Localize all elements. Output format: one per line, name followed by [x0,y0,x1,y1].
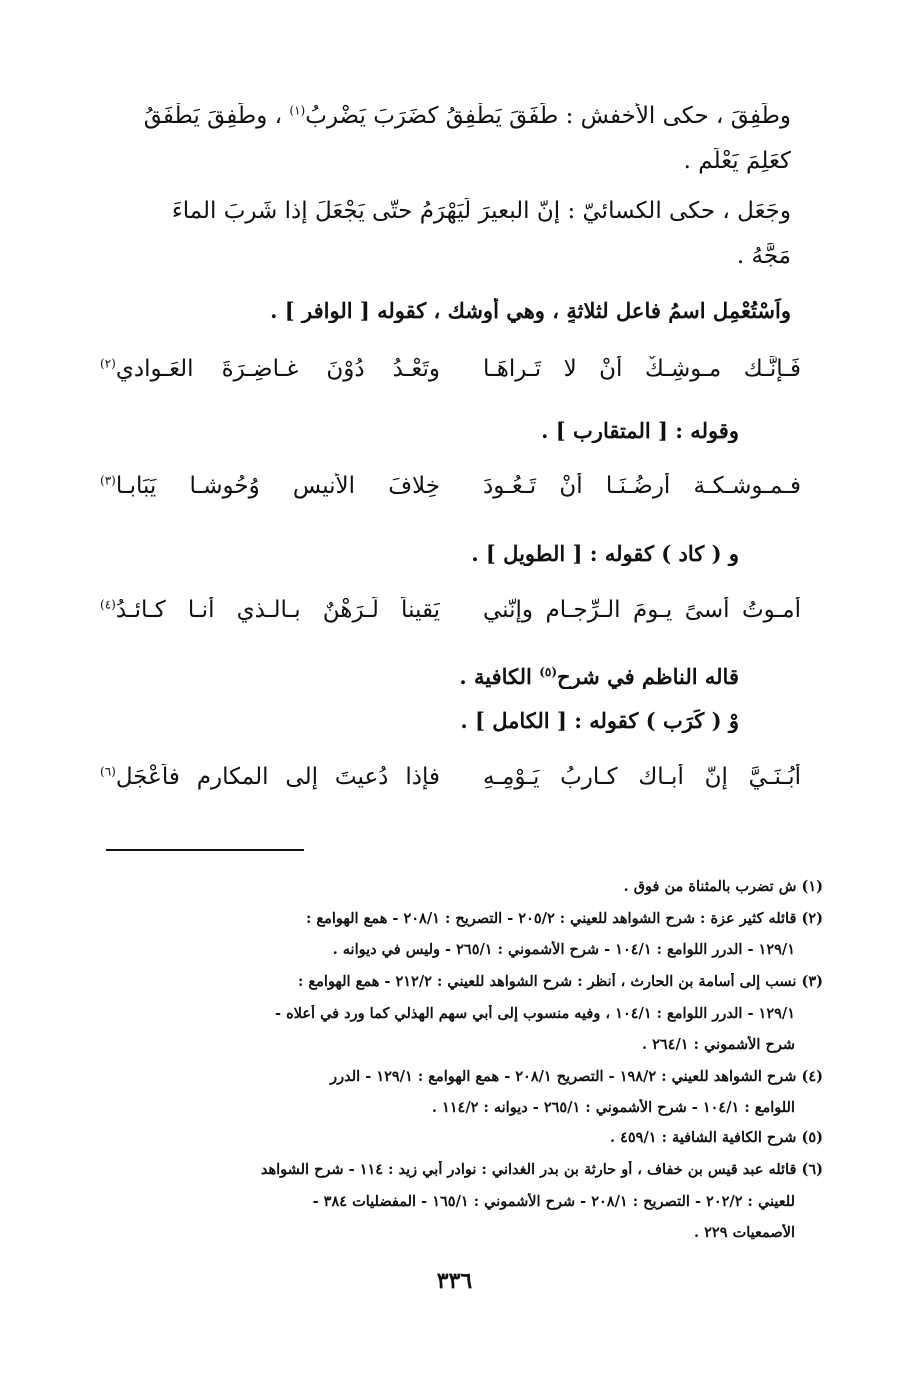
paragraph-awshaka: واَسْتُعْمِل اسمُ فاعل لثلاثةٍ ، وهي أوشك ، كقوله [ الوافر ] . [270,298,791,323]
verse-3-first-hemistich: أمـوتُ أسىً يـومَ الـرِّجـامِ وإنّني [483,597,801,623]
paragraph-tafiqa-line1 [106,103,791,129]
footnote-6-line1: (٦) قائله عبد قيس بن خفاف ، أو حارثة بن بدر الغداني : نوادر أبي زيد : ١١٤ - شرح الشواهد [260,1161,823,1178]
footnote-separator [106,849,304,851]
paragraph-tafiqa-line2: كعَلِمَ يَعْلَم . [683,148,791,174]
footnote-ref-4: (٤) [100,597,116,612]
paragraph-qawluhu-mutaqarib: وقوله : [ المتقارب ] . [541,418,739,443]
footnote-3-line3: شرح الأشموني : ٢٦٤/١ . [641,1036,795,1053]
text-span: قاله الناظم في شرح [557,664,739,689]
footnote-3-line2: ١٢٩/١ - الدرر اللوامع : ١٠٤/١ ، وفيه منسوب إلى أبي سهم الهذلي كما ورد في أعلاه - [275,1005,795,1022]
paragraph-kada: و ( كاد ) كقوله : [ الطويل ] . [471,541,739,566]
verse-2-second-hemistich [100,473,440,499]
verse-2-first-hemistich: فـمـوشـكـة أرضُـنَـا أنْ تَـعُـودَ [483,473,801,499]
footnote-ref-1: (١) [289,103,306,118]
verse-2 [100,473,801,513]
verse-3-second-hemistich [100,597,440,623]
text-span: خِلافَ الأنيسِ وُحُوشـا يَبَابـا [115,473,440,499]
footnote-ref-2: (٢) [100,356,116,371]
verse-4 [100,764,801,804]
footnote-3-line1: (٣) نسب إلى أسامة بن الحارث ، أنظر : شرح الشواهد للعيني : ٢١٢/٢ - همع الهوامع : [298,973,823,990]
verse-3 [100,597,801,637]
text-span: ، وطَفِقَ يَطْفَقُ [143,103,283,129]
footnote-4-line2: اللوامع : ١٠٤/١ - شرح الأشموني : ٢٦٥/١ - ديوانه : ١١٤/٢ . [431,1099,795,1116]
verse-1 [100,356,801,396]
footnote-6-line2: للعيني : ٢٠٢/٢ - التصريح : ٢٠٨/١ - شرح الأشموني : ١٦٥/١ - المفضليات ٣٨٤ - [312,1193,795,1210]
footnote-6-line3: الأصمعيات ٢٢٩ . [694,1224,795,1241]
text-span: وطَفِقَ ، حكى الأخفش : طَفَقَ يَطْفِقُ كضَرَبَ يَضْرِبُ [305,103,791,129]
verse-4-first-hemistich: أبُـنَـيَّ إنّ أبـاك كـاربُ يَـوْمِـهِ [483,764,801,790]
text-span: يَقيناً لَـرَهْنٌ بـالـذي أنـا كـائـدُ [115,597,440,623]
footnote-ref-6: (٦) [100,764,116,779]
text-span: وتَعْـدُ دُوْنَ غـاضِـرَةَ العَـوادي [115,356,440,382]
footnote-1: (١) ش تضرب بالمثناة من فوق . [623,878,823,895]
paragraph-jaala-line1: وجَعَل ، حكى الكسائيّ : إنّ البعيرَ لَيَهْرَمُ حتّى يَجْعَلَ إذا شَرِبَ الماءَ [171,198,791,224]
text-span: الكافية . [459,664,532,689]
footnote-5: (٥) شرح الكافية الشافية : ٤٥٩/١ . [609,1129,823,1146]
footnote-2-line1: (٢) قائله كثير عزة : شرح الشواهد للعيني : ٢٠٥/٢ - التصريح : ٢٠٨/١ - همع الهوامع : [306,910,823,927]
verse-1-first-hemistich: فَـإنَّـك مـوشِـكٌ أنْ لا تَـراهَـا [483,356,801,382]
footnote-ref-3: (٣) [100,473,116,488]
footnote-4-line1: (٤) شرح الشواهد للعيني : ١٩٨/٢ - التصريح ٢٠٨/١ - همع الهوامع : ١٢٩/١ - الدرر [330,1068,823,1085]
paragraph-karaba: وْ ( كَرَب ) كقوله : [ الكامل ] . [460,708,739,733]
paragraph-qalahu-nazim [106,664,739,689]
footnote-ref-5: (٥) [539,665,558,679]
verse-4-second-hemistich [100,764,440,790]
page-number: ٣٣٦ [436,1268,473,1294]
footnote-2-line2: ١٢٩/١ - الدرر اللوامع : ١٠٤/١ - شرح الأشموني : ٢٦٥/١ - وليس في ديوانه . [332,941,795,958]
text-span: فإذا دُعيتَ إلى المكارمِ فاَعْجَلِ [115,764,440,790]
verse-1-second-hemistich [100,356,440,382]
paragraph-jaala-line2: مَجَّهُ . [736,243,791,269]
